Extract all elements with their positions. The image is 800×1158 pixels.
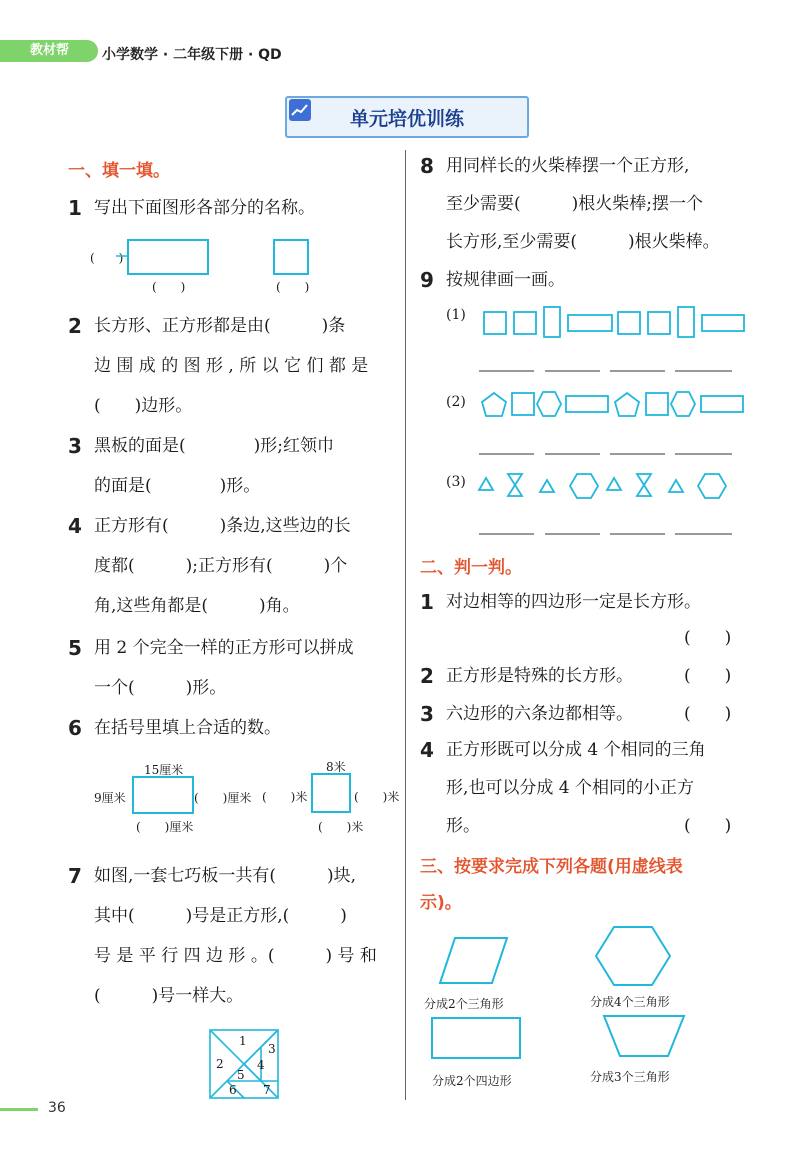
section-tasks-title: 三、按要求完成下列各题(用虚线表 <box>420 857 683 877</box>
part-label: (2) <box>446 394 466 410</box>
parallelogram-shape <box>440 938 507 983</box>
page-number: 36 <box>48 1100 66 1116</box>
trapezoid-shape <box>604 1016 684 1056</box>
question-text: 用同样长的火柴棒摆一个正方形, <box>446 156 690 176</box>
question-number: 8 <box>420 154 434 178</box>
statement-text: 对边相等的四边形一定是长方形。 <box>446 592 701 612</box>
question-text: ( )边形。 <box>94 396 193 416</box>
question-text: 长方形、正方形都是由( )条 <box>94 316 346 336</box>
question-text: 号 是 平 行 四 边 形 。( ) 号 和 <box>94 946 377 966</box>
footer-accent <box>0 1108 38 1111</box>
tangram-label: 6 <box>229 1083 237 1097</box>
answer-paren: ( ) <box>684 704 732 724</box>
question-text: 用 2 个完全一样的正方形可以拼成 <box>94 638 354 658</box>
answer-paren: ( )米 <box>354 790 400 804</box>
task-caption: 分成2个三角形 <box>424 997 504 1011</box>
statement-text: 形,也可以分成 4 个相同的小正方 <box>446 778 695 798</box>
tangram-label: 4 <box>257 1058 265 1072</box>
dimension-label: 9厘米 <box>94 791 126 805</box>
question-text: 的面是( )形。 <box>94 476 261 496</box>
answer-paren: ( ) <box>684 666 732 686</box>
textbook-badge: 教材帮 <box>0 40 98 62</box>
part-label: (1) <box>446 307 466 323</box>
section-fill-in-title: 一、填一填。 <box>68 161 170 181</box>
dimension-label: 15厘米 <box>144 763 184 777</box>
question-text: 如图,一套七巧板一共有( )块, <box>94 866 357 886</box>
answer-paren: ( ) <box>152 280 186 294</box>
question-number: 1 <box>68 196 82 220</box>
task-caption: 分成2个四边形 <box>432 1074 512 1088</box>
answer-paren: ( ) <box>90 251 124 265</box>
tangram-label: 5 <box>237 1068 245 1082</box>
hexagon-shape <box>596 927 670 985</box>
question-text: ( )号一样大。 <box>94 986 244 1006</box>
question-text: 按规律画一画。 <box>446 270 565 290</box>
page-title: 单元培优训练 <box>350 108 465 130</box>
question-number: 5 <box>68 636 82 660</box>
answer-paren: ( ) <box>276 280 310 294</box>
section-tasks-title: 示)。 <box>420 893 462 913</box>
question-text: 一个( )形。 <box>94 678 227 698</box>
task-caption: 分成3个三角形 <box>590 1070 670 1084</box>
tangram-label: 3 <box>268 1042 276 1056</box>
question-number: 2 <box>68 314 82 338</box>
question-text: 在括号里填上合适的数。 <box>94 718 281 738</box>
statement-text: 正方形是特殊的长方形。 <box>446 666 633 686</box>
question-text: 角,这些角都是( )角。 <box>94 596 300 616</box>
question-number: 4 <box>420 738 434 762</box>
statement-text: 六边形的六条边都相等。 <box>446 704 633 724</box>
question-text: 至少需要( )根火柴棒;摆一个 <box>446 194 703 214</box>
question-number: 9 <box>420 268 434 292</box>
statement-text: 形。 <box>446 816 480 836</box>
subject-title: 小学数学 · 二年级下册 · QD <box>102 47 282 63</box>
answer-paren: ( )米 <box>262 790 308 804</box>
answer-paren: ( )厘米 <box>194 791 252 805</box>
part-label: (3) <box>446 474 466 490</box>
question-number: 4 <box>68 514 82 538</box>
question-text: 长方形,至少需要( )根火柴棒。 <box>446 232 720 252</box>
statement-text: 正方形既可以分成 4 个相同的三角 <box>446 740 706 760</box>
question-text: 写出下面图形各部分的名称。 <box>94 198 315 218</box>
question-number: 2 <box>420 664 434 688</box>
question-number: 7 <box>68 864 82 888</box>
tangram-label: 2 <box>216 1057 224 1071</box>
question-number: 3 <box>68 434 82 458</box>
tangram-label: 7 <box>263 1083 271 1097</box>
answer-paren: ( ) <box>684 816 732 836</box>
question-text: 其中( )号是正方形,( ) <box>94 906 347 926</box>
question-text: 边 围 成 的 图 形 , 所 以 它 们 都 是 <box>94 356 369 376</box>
tangram-label: 1 <box>239 1034 247 1048</box>
question-number: 1 <box>420 590 434 614</box>
question-text: 正方形有( )条边,这些边的长 <box>94 516 351 536</box>
answer-paren: ( )米 <box>318 820 364 834</box>
question-text: 黑板的面是( )形;红领巾 <box>94 436 334 456</box>
question-number: 3 <box>420 702 434 726</box>
rectangle-shape <box>432 1018 520 1058</box>
question-text: 度都( );正方形有( )个 <box>94 556 348 576</box>
answer-paren: ( ) <box>684 628 732 648</box>
section-judge-title: 二、判一判。 <box>420 558 522 578</box>
dimension-label: 8米 <box>326 760 346 774</box>
question-number: 6 <box>68 716 82 740</box>
task-caption: 分成4个三角形 <box>590 995 670 1009</box>
answer-paren: ( )厘米 <box>136 820 194 834</box>
